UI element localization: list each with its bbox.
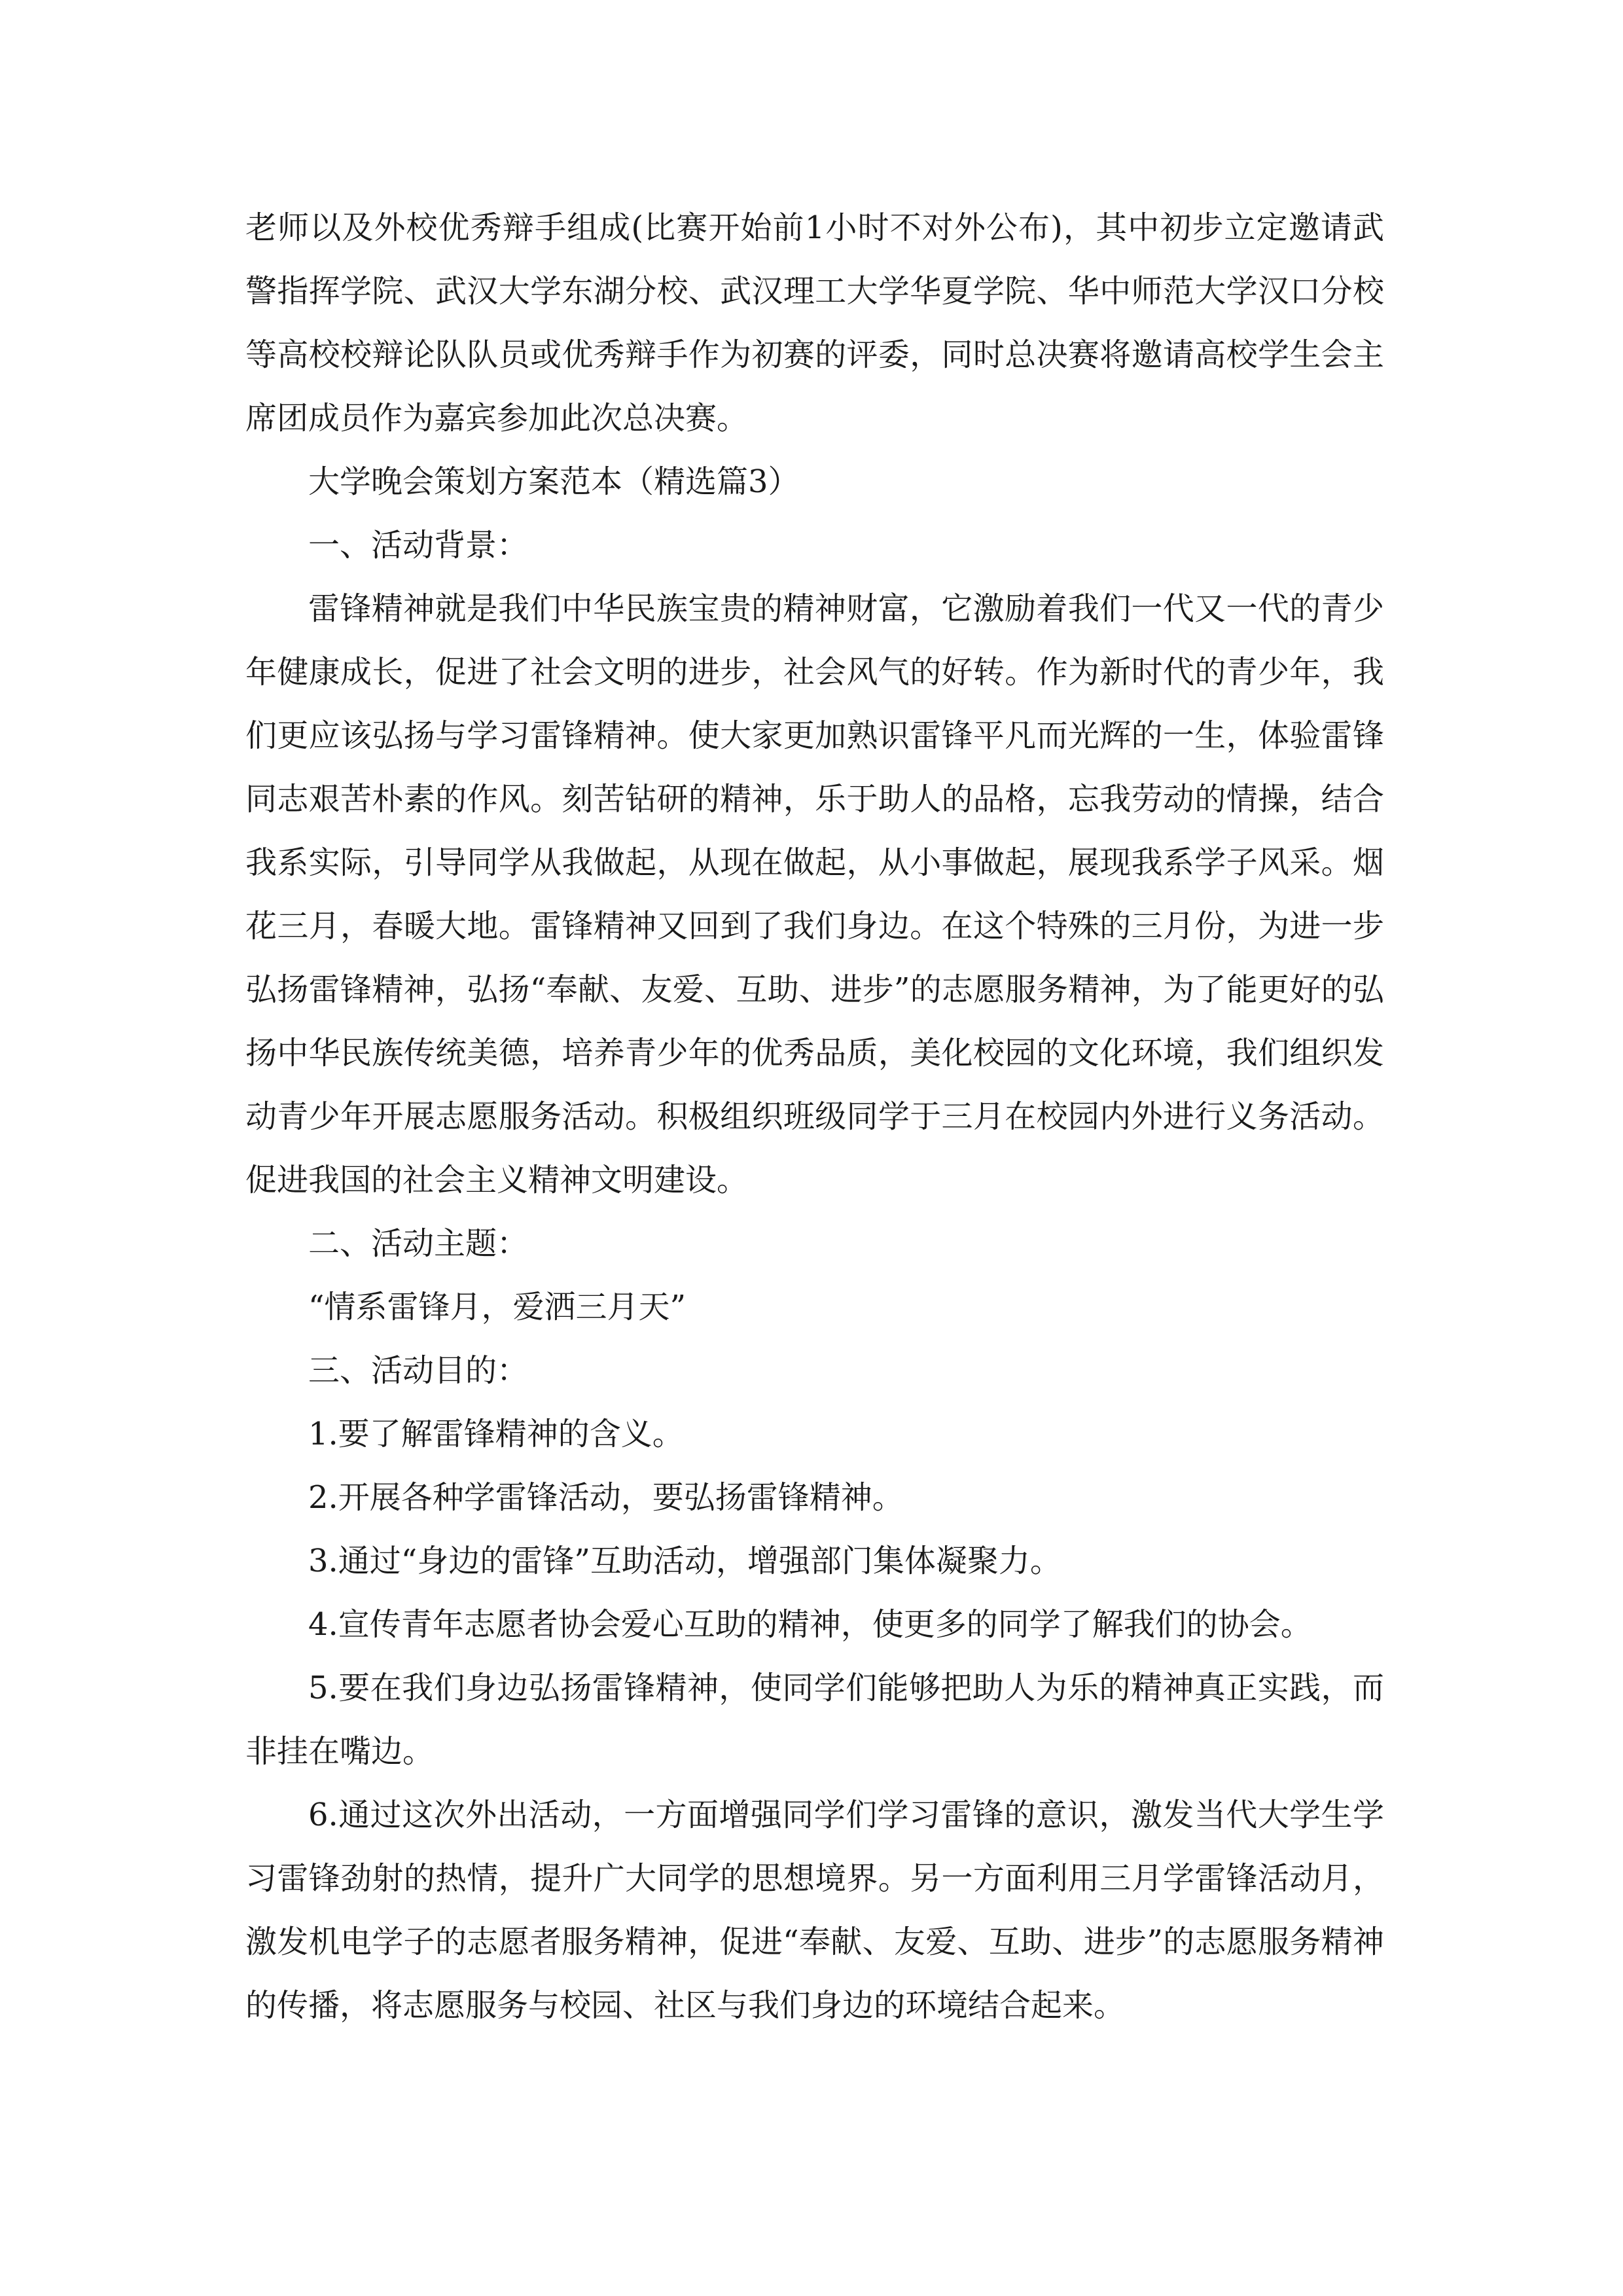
heading-background: 一、活动背景： (308, 527, 529, 564)
list-item-purpose-6: 6.通过这次外出活动，一方面增强同学们学习雷锋的意识，激发当代大学生学习雷锋劲射的热情，提升广大同学的思想境界。另一方面利用三月学雷锋活动月，激发机电学子的志愿者服务精神，促进“奉献、友爱、互助、进步”的志愿服务精神的传播，将志愿服务与校园、社区与我们身边的环境结合起来。 (245, 1797, 1384, 2024)
paragraph-theme: “情系雷锋月，爱洒三月天” (308, 1289, 687, 1325)
document-body (245, 196, 1384, 2037)
list-item-purpose-2: 2.开展各种学雷锋活动，要弘扬雷锋精神。 (308, 1479, 904, 1516)
list-item-purpose-3: 3.通过“身边的雷锋”互助活动，增强部门集体凝聚力。 (308, 1543, 1061, 1579)
list-item-purpose-5: 5.要在我们身边弘扬雷锋精神，使同学们能够把助人为乐的精神真正实践，而非挂在嘴边。 (245, 1670, 1384, 1770)
paragraph-continuation: 老师以及外校优秀辩手组成(比赛开始前1小时不对外公布)，其中初步立定邀请武警指挥学院、武汉大学东湖分校、武汉理工大学华夏学院、华中师范大学汉口分校等高校校辩论队队员或优秀辩手作为初赛的评委，同时总决赛将邀请高校学生会主席团成员作为嘉宾参加此次总决赛。 (245, 209, 1384, 437)
paragraph-background: 雷锋精神就是我们中华民族宝贵的精神财富，它激励着我们一代又一代的青少年健康成长，促进了社会文明的进步，社会风气的好转。作为新时代的青少年，我们更应该弘扬与学习雷锋精神。使大家更加熟识雷锋平凡而光辉的一生，体验雷锋同志艰苦朴素的作风。刻苦钻研的精神，乐于助人的品格，忘我劳动的情操，结合我系实际，引导同学从我做起，从现在做起，从小事做起，展现我系学子风采。烟花三月，春暖大地。雷锋精神又回到了我们身边。在这个特殊的三月份，为进一步弘扬雷锋精神，弘扬“奉献、友爱、互助、进步”的志愿服务精神，为了能更好的弘扬中华民族传统美德，培养青少年的优秀品质，美化校园的文化环境，我们组织发动青少年开展志愿服务活动。积极组织班级同学于三月在校园内外进行义务活动。促进我国的社会主义精神文明建设。 (245, 590, 1384, 1198)
heading-theme: 二、活动主题： (308, 1225, 529, 1262)
section-title: 大学晚会策划方案范本（精选篇3） (308, 463, 800, 500)
heading-purpose: 三、活动目的： (308, 1352, 529, 1389)
list-item-purpose-1: 1.要了解雷锋精神的含义。 (308, 1416, 684, 1452)
list-item-purpose-4: 4.宣传青年志愿者协会爱心互助的精神，使更多的同学了解我们的协会。 (308, 1606, 1312, 1643)
